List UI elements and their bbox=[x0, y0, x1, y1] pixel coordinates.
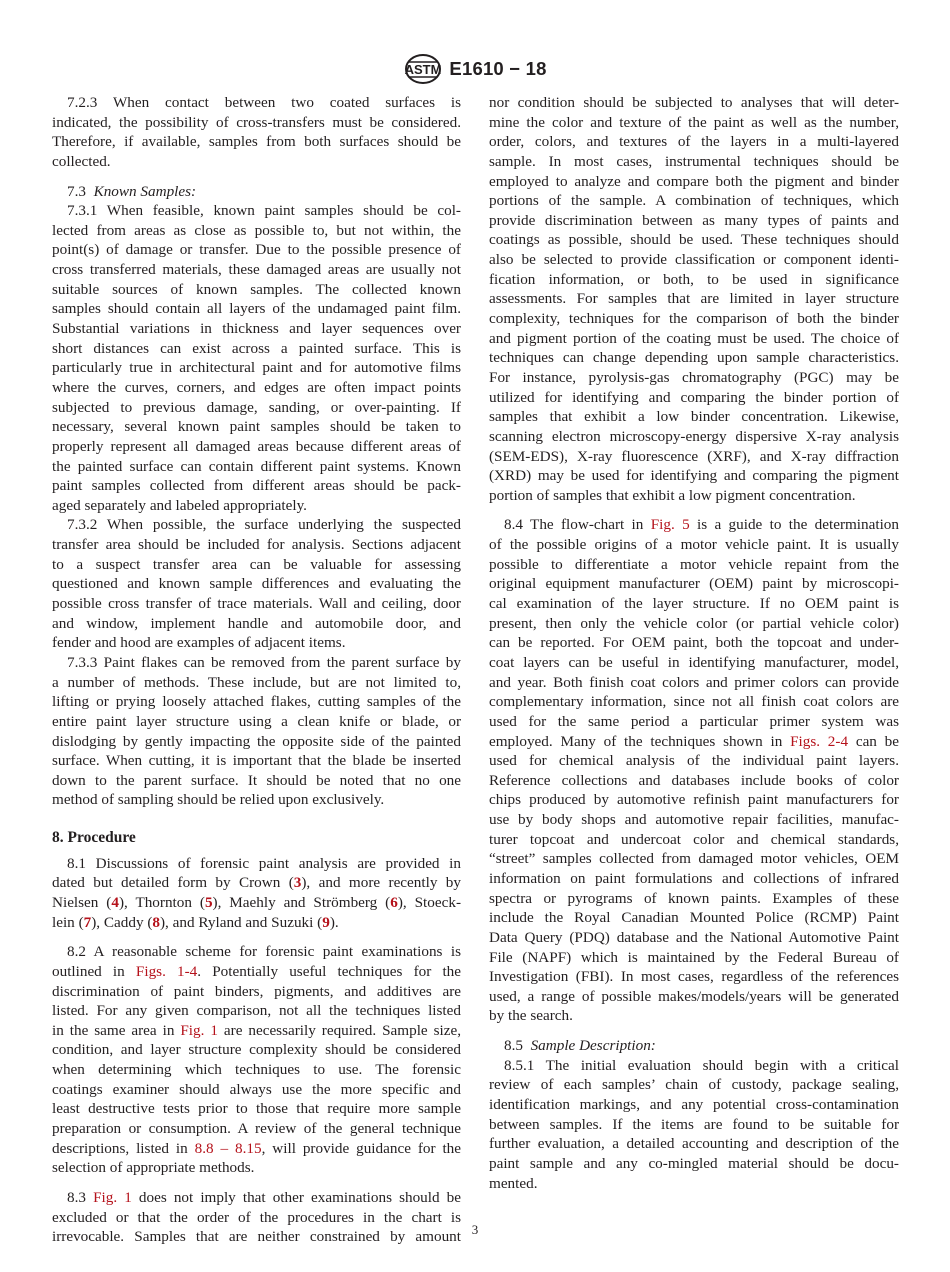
text-line: 7.3.3 Paint flakes can be removed from the parent surface by bbox=[67, 653, 461, 671]
text-line: used, a range of possible makes/models/years will be generated bbox=[489, 987, 899, 1005]
fig-1-link[interactable]: Fig. 1 bbox=[93, 1188, 132, 1206]
section-8-heading: 8. Procedure bbox=[52, 829, 136, 847]
fig-1-link[interactable]: Fig. 1 bbox=[180, 1021, 218, 1039]
text-line: and year. Both finish coat colors and primer colors can provide bbox=[489, 673, 899, 691]
page-header bbox=[0, 52, 950, 86]
text-line: techniques can change depending upon sample characteristics. bbox=[489, 349, 899, 367]
text-line: cal examination of the layer structure. If no OEM paint is bbox=[489, 595, 899, 613]
text-line: Substantial variations in thickness and layer sequences over bbox=[52, 320, 461, 338]
reference-link-5[interactable]: 5 bbox=[204, 893, 213, 911]
paragraph-8-3-continued bbox=[489, 93, 899, 505]
text-line: 8.2 A reasonable scheme for forensic paint examinations is bbox=[67, 943, 461, 961]
text-line: short distances can exist across a painted surface. This is bbox=[52, 339, 461, 357]
text-line: 8.1 Discussions of forensic paint analysis are provided in bbox=[67, 854, 461, 872]
paragraph-8-5-1 bbox=[489, 1056, 899, 1193]
text-line: provide discrimination between as many types of paints and bbox=[489, 211, 899, 229]
text-line: condition, and layer structure complexity should be considered bbox=[52, 1041, 461, 1059]
text-line: least destructive tests prior to those that require more sample bbox=[52, 1100, 461, 1118]
text-line: turer topcoat and undercoat color and chemical standards, bbox=[489, 830, 899, 848]
text-line: samples should contain all layers of the undamaged paint film. bbox=[52, 300, 461, 318]
text-line: complexity, techniques for the comparison of both the binder bbox=[489, 310, 899, 328]
text-line: and window, implement handle and automobile door, and bbox=[52, 614, 461, 632]
text-line: mine the color and texture of the paint as well as the number, bbox=[489, 113, 899, 131]
text-line: between samples. If the items are found to be suitable for bbox=[489, 1115, 899, 1133]
text-line: where the curves, corners, and edges are often impact points bbox=[52, 378, 461, 396]
text-line: employed to analyze and compare both the pigment and binder bbox=[489, 172, 899, 190]
text-line: coat layers can be useful in identifying manufacturer, model, bbox=[489, 653, 899, 671]
reference-link-6[interactable]: 6 bbox=[390, 893, 398, 911]
document-designation: E1610 − 18 bbox=[449, 58, 547, 79]
paragraph-8-1 bbox=[52, 854, 461, 933]
text-line: Nielsen (4), Thornton (5), Maehly and Strömberg (6), Stoeck- bbox=[52, 893, 461, 911]
text-line: outlined in Figs. 1-4. Potentially useful techniques for the bbox=[52, 962, 461, 980]
fig-5-link[interactable]: Fig. 5 bbox=[650, 516, 690, 534]
text-line: portions of the sample. A combination of techniques, which bbox=[489, 192, 899, 210]
text-line: possible to differentiate a motor vehicle repaint from the bbox=[489, 555, 899, 573]
text-line: point(s) of damage or transfer. Due to the possible presence of bbox=[52, 241, 461, 259]
text-line: descriptions, listed in 8.8 – 8.15, will provide guidance for the bbox=[52, 1139, 461, 1157]
right-column bbox=[489, 93, 899, 1193]
text-line: cross transferred materials, these damaged areas are usually not bbox=[52, 261, 461, 279]
text-line: utilized for identifying and comparing the binder portion of bbox=[489, 388, 899, 406]
text-line: fender and hood are examples of adjacent items. bbox=[52, 634, 346, 652]
figs-1-4-link[interactable]: Figs. 1-4 bbox=[135, 962, 198, 980]
text-line: fication information, or both, to be used in significance bbox=[489, 270, 899, 288]
reference-link-4[interactable]: 4 bbox=[111, 893, 119, 911]
text-line: identification markings, and any potential cross-contamination bbox=[489, 1096, 899, 1114]
text-line: the painted surface can contain different paint systems. Known bbox=[52, 457, 461, 475]
text-line: of the possible origins of a motor vehicle paint. It is usually bbox=[489, 536, 899, 554]
text-line: Therefore, if available, samples from both surfaces should be bbox=[52, 133, 461, 151]
text-line: Data Query (PDQ) database and the National Automotive Paint bbox=[489, 928, 899, 946]
text-line: nor condition should be subjected to analyses that will deter- bbox=[489, 94, 899, 111]
text-line: and pigment portion of the coating must be used. The choice of bbox=[489, 329, 899, 347]
text-line: coatings examiner should always use the more specific and bbox=[52, 1080, 461, 1098]
text-line: listed. For any given comparison, not all the techniques listed bbox=[52, 1002, 461, 1020]
astm-logo-icon bbox=[403, 53, 443, 85]
text-line: For instance, pyrolysis-gas chromatography (PGC) may be bbox=[489, 368, 899, 386]
text-line: irrevocable. Samples that are neither constrained by amount bbox=[52, 1228, 461, 1246]
text-line: “street” samples collected from damaged motor vehicles, OEM bbox=[489, 850, 899, 868]
section-7-3-heading: 7.3 Known Samples: bbox=[67, 182, 197, 200]
text-line: used for the same period a particular primer system was bbox=[489, 712, 899, 730]
text-line: 7.3.2 When possible, the surface underlying the suspected bbox=[67, 516, 461, 534]
text-line: collected. bbox=[52, 152, 111, 170]
text-line: properly represent all damaged areas because different areas of bbox=[52, 437, 461, 455]
text-line: paint samples collected from different areas should be pack- bbox=[52, 477, 461, 495]
text-line: present, then only the vehicle color (or partial vehicle color) bbox=[489, 614, 899, 632]
text-line: preparation or consumption. A review of the general technique bbox=[52, 1120, 461, 1138]
text-line: can be reported. For OEM paint, both the topcoat and under- bbox=[489, 634, 899, 652]
text-line: portion of samples that exhibit a low pigment concentration. bbox=[489, 486, 856, 504]
text-line: coatings as possible, should be used. These techniques should bbox=[489, 231, 899, 249]
text-line: suitable sources of known samples. The collected known bbox=[52, 280, 461, 298]
text-line: 8.4 The flow-chart in Fig. 5 is a guide to the determination bbox=[504, 516, 899, 534]
text-line: scanning electron microscopy-energy dispersive X-ray analysis bbox=[489, 427, 899, 445]
reference-link-9[interactable]: 9 bbox=[322, 913, 330, 931]
text-line: in the same area in Fig. 1 are necessarily required. Sample size, bbox=[52, 1021, 461, 1039]
section-8-8-8-15-link[interactable]: 8.8 – 8.15 bbox=[194, 1139, 262, 1157]
text-line: original equipment manufacturer (OEM) paint by microscopi- bbox=[489, 575, 899, 593]
text-line: mented. bbox=[489, 1174, 538, 1192]
text-line: lifting or prying loosely attached flakes, cutting samples of the bbox=[52, 693, 461, 711]
text-line: entire paint layer structure using a clean knife or blade, or bbox=[52, 712, 461, 730]
text-line: surface. When cutting, it is important that the blade be inserted bbox=[52, 752, 461, 770]
paragraph-7-2-3 bbox=[52, 93, 461, 172]
text-line: spectra or pyrograms of known paints. Examples of these bbox=[489, 889, 899, 907]
text-line: review of each samples’ chain of custody, package sealing, bbox=[489, 1076, 899, 1094]
text-line: assessments. For samples that are limited in layer structure bbox=[489, 290, 899, 308]
text-line: lected from areas as close as possible to, but not within, the bbox=[52, 221, 461, 239]
text-line: employed. Many of the techniques shown in Figs. 2-4 can be bbox=[489, 732, 899, 750]
text-line: discrimination of paint binders, pigments, and additives are bbox=[52, 982, 461, 1000]
text-line: questioned and known sample differences and evaluating the bbox=[52, 575, 461, 593]
text-line: further evaluation, a detailed accounting and description of the bbox=[489, 1135, 899, 1153]
page-number: 3 bbox=[471, 1222, 479, 1237]
text-line: down to the parent surface. It should be noted that no one bbox=[52, 771, 461, 789]
reference-link-3[interactable]: 3 bbox=[293, 874, 302, 892]
text-line: Investigation (FBI). In most cases, regardless of the references bbox=[489, 968, 899, 986]
text-line: dated but detailed form by Crown (3), and more recently by bbox=[52, 874, 461, 892]
paragraph-7-3-2 bbox=[52, 515, 461, 652]
paragraph-8-4 bbox=[489, 515, 899, 1026]
left-column bbox=[52, 93, 461, 1247]
text-line: 8.3 Fig. 1 does not imply that other examinations should be bbox=[67, 1188, 461, 1206]
paragraph-7-3-3 bbox=[52, 653, 461, 810]
text-line: to a suspect transfer area can be valuable for assessing bbox=[52, 555, 461, 573]
paragraph-7-3-1 bbox=[52, 201, 461, 515]
svg-text:ASTM: ASTM bbox=[405, 62, 442, 77]
text-line: samples that exhibit a low binder concentration. Likewise, bbox=[489, 408, 899, 426]
text-line: (XRD) may be used for identifying and comparing the pigment bbox=[489, 467, 899, 485]
text-line: aged separately and labeled appropriately. bbox=[52, 496, 307, 514]
text-line: 7.2.3 When contact between two coated surfaces is bbox=[67, 94, 461, 111]
text-line: dislodging by gently impacting the opposite side of the painted bbox=[52, 732, 461, 750]
text-line: particularly true in architectural paint and for automotive films bbox=[52, 359, 461, 377]
text-line: (SEM-EDS), X-ray fluorescence (XRF), and X-ray diffraction bbox=[489, 447, 899, 465]
text-line: lein (7), Caddy (8), and Ryland and Suzuki (9). bbox=[52, 913, 339, 931]
paragraph-8-3 bbox=[52, 1188, 461, 1247]
text-line: chips produced by automotive refinish paint manufacturers for bbox=[489, 791, 899, 809]
text-line: necessary, several known paint samples should be taken to bbox=[52, 418, 461, 436]
paragraph-8-2 bbox=[52, 942, 461, 1178]
text-line: excluded or that the order of the procedures in the chart is bbox=[52, 1208, 461, 1226]
text-line: include the Royal Canadian Mounted Police (RCMP) Paint bbox=[489, 909, 899, 927]
text-line: use by body shops and automotive repair facilities, manufac- bbox=[489, 811, 899, 829]
text-line: sample. In most cases, instrumental techniques should be bbox=[489, 152, 899, 170]
text-line: used for chemical analysis of the individual paint layers. bbox=[489, 752, 899, 770]
text-line: selection of appropriate methods. bbox=[52, 1159, 255, 1177]
text-line: order, colors, and textures of the layers in a multi-layered bbox=[489, 133, 899, 151]
text-line: also be selected to provide classification or component identi- bbox=[489, 251, 899, 269]
text-line: by the search. bbox=[489, 1007, 573, 1025]
text-line: a number of methods. These include, but are not limited to, bbox=[52, 673, 461, 691]
text-line: subjected to previous damage, sanding, or over-painting. If bbox=[52, 398, 461, 416]
text-line: method of sampling should be relied upon exclusively. bbox=[52, 791, 385, 809]
text-line: transfer area should be included for analysis. Sections adjacent bbox=[52, 536, 461, 554]
reference-link-8[interactable]: 8 bbox=[152, 913, 160, 931]
text-line: 8.5.1 The initial evaluation should begin with a critical bbox=[504, 1056, 899, 1074]
text-line: when determining which techniques to use. The forensic bbox=[52, 1061, 461, 1079]
figs-2-4-link[interactable]: Figs. 2-4 bbox=[790, 732, 849, 750]
reference-link-7[interactable]: 7 bbox=[83, 913, 92, 931]
text-line: paint sample and any co-mingled material should be docu- bbox=[489, 1154, 899, 1172]
text-line: possible cross transfer of trace materials. Wall and ceiling, door bbox=[52, 595, 461, 613]
text-line: Reference collections and databases include books of color bbox=[489, 771, 899, 789]
text-line: File (NAPF) which is maintained by the Federal Bureau of bbox=[489, 948, 899, 966]
text-line: information on paint formulations and collections of infrared bbox=[489, 869, 899, 887]
text-line: indicated, the possibility of cross-transfers must be considered. bbox=[52, 113, 461, 131]
section-8-5-heading: 8.5 Sample Description: bbox=[504, 1037, 656, 1055]
text-line: 7.3.1 When feasible, known paint samples should be col- bbox=[67, 202, 461, 220]
text-line: complementary information, since not all finish coat colors are bbox=[489, 693, 899, 711]
